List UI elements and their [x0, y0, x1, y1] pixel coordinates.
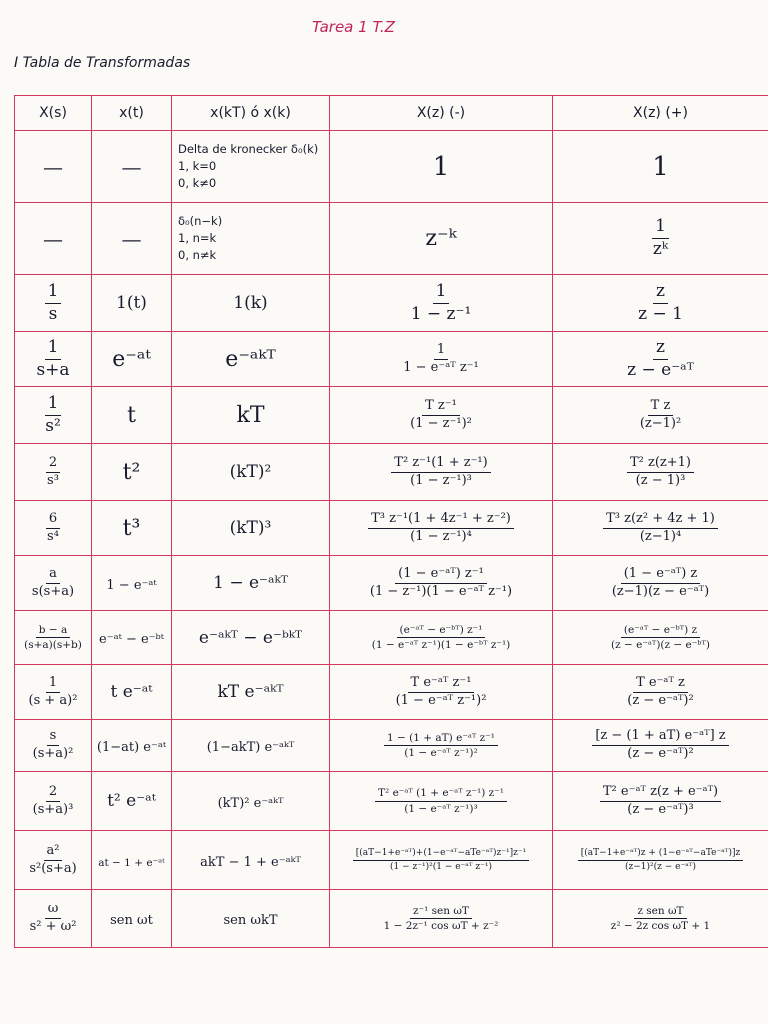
numerator: b − a [36, 624, 70, 638]
numerator: 1 [433, 282, 450, 304]
header-xz-plus: X(z) (+) [553, 96, 768, 131]
denominator: (1 − z⁻¹)(1 − e⁻ᵃᵀ z⁻¹) [369, 583, 513, 599]
cell-xk-text: e⁻ᵃᵏᵀ [225, 346, 276, 372]
cell-xz-minus [330, 720, 553, 772]
cell-xt-text: sen ωt [110, 913, 153, 928]
cell-xt [92, 501, 172, 556]
cell-xs [15, 275, 92, 332]
cell-xt [92, 831, 172, 890]
cell-xs [15, 665, 92, 720]
numerator: [z − (1 + aT) e⁻ᵃᵀ] z [592, 729, 728, 746]
denominator: (1 − z⁻¹)²(1 − e⁻ᵃᵀ z⁻¹) [389, 861, 492, 872]
numerator: T³ z⁻¹(1 + 4z⁻¹ + z⁻²) [368, 512, 514, 529]
cell-xz-plus [553, 556, 768, 611]
cell-xt-text: at − 1 + e⁻ᵃᵗ [98, 856, 165, 869]
header-xk: x(kT) ó x(k) [172, 96, 330, 131]
header-xz-minus: X(z) (-) [330, 96, 553, 131]
numerator: [(aT−1+e⁻ᵃᵀ)+(1−e⁻ᵃᵀ−aTe⁻ᵃᵀ)z⁻¹]z⁻¹ [353, 848, 529, 860]
cell-xk [172, 611, 330, 665]
fraction [353, 848, 529, 872]
denominator: (1 − z⁻¹)² [410, 415, 472, 431]
numerator: s [47, 729, 60, 746]
cell-xz-plus [553, 611, 768, 665]
cell-xt [92, 131, 172, 203]
fraction [578, 848, 743, 872]
denominator: (z − e⁻ᵃᵀ)² [627, 692, 694, 708]
cell-xk-text: (1−akT) e⁻ᵃᵏᵀ [206, 740, 295, 755]
fraction [393, 676, 490, 709]
numerator: ω [45, 902, 62, 919]
fraction [29, 567, 77, 600]
cell-xz-minus [330, 387, 553, 444]
fraction [384, 732, 498, 759]
cell-xz-plus [553, 831, 768, 890]
cell-xk [172, 131, 330, 203]
table-row [15, 720, 768, 772]
fraction [44, 456, 62, 489]
cell-xt [92, 720, 172, 772]
table-row [15, 444, 768, 501]
numerator: 2 [46, 785, 60, 802]
denominator: 1 − z⁻¹ [410, 303, 472, 324]
delta-case-1: 1, n=k [178, 231, 217, 246]
numerator: z [653, 282, 668, 304]
cell-xz-minus [330, 131, 553, 203]
denominator: s⁴ [47, 528, 59, 544]
numerator: 1 − (1 + aT) e⁻ᵃᵀ z⁻¹ [384, 732, 498, 746]
cell-xt-text: t² [122, 459, 141, 485]
numerator: T z [648, 399, 674, 416]
cell-xk-text: kT [236, 402, 265, 428]
cell-xs-text: — [43, 154, 63, 179]
table-row [15, 772, 768, 831]
delta-case-1: 1, k=0 [178, 159, 217, 174]
cell-xz-plus [553, 444, 768, 501]
denominator: (z − e⁻ᵃᵀ)(z − e⁻ᵇᵀ) [611, 639, 710, 651]
denominator: (1 − e⁻ᵃᵀ z⁻¹)³ [404, 802, 478, 815]
cell-xk [172, 444, 330, 501]
cell-xz-plus-text: 1 [652, 151, 669, 182]
table-row [15, 387, 768, 444]
z-transform-table [14, 95, 768, 948]
denominator: z − 1 [638, 303, 683, 324]
cell-xz-plus [553, 720, 768, 772]
denominator: 1 − e⁻ᵃᵀ z⁻¹ [403, 359, 479, 375]
denominator: (z − e⁻ᵃᵀ)³ [627, 801, 694, 817]
denominator: s² [45, 415, 61, 436]
numerator: 1 [46, 676, 60, 693]
fraction [369, 624, 514, 651]
cell-xs [15, 831, 92, 890]
fraction [407, 399, 475, 432]
cell-xz-minus [330, 831, 553, 890]
table-row [15, 611, 768, 665]
header-xs: X(s) [15, 96, 92, 131]
cell-xt [92, 275, 172, 332]
cell-xs [15, 720, 92, 772]
table-row [15, 332, 768, 387]
fraction [21, 624, 85, 651]
cell-xk-text: e⁻ᵃᵏᵀ − e⁻ᵇᵏᵀ [198, 627, 303, 648]
fraction [624, 676, 696, 709]
numerator: (e⁻ᵃᵀ − e⁻ᵇᵀ) z [621, 624, 700, 638]
fraction [30, 729, 77, 762]
cell-xt [92, 772, 172, 831]
cell-xt-text: t² e⁻ᵃᵗ [107, 791, 156, 811]
table-row [15, 556, 768, 611]
cell-xk-text: (kT)² [229, 462, 272, 482]
cell-xt [92, 444, 172, 501]
cell-xk-text: kT e⁻ᵃᵏᵀ [217, 682, 284, 702]
fraction [26, 676, 81, 709]
numerator: 6 [46, 512, 60, 529]
numerator: T e⁻ᵃᵀ z [633, 676, 688, 693]
cell-xt-text: e⁻ᵃᵗ [112, 346, 151, 372]
numerator: T³ z(z² + 4z + 1) [603, 512, 718, 529]
denominator: z² − 2z cos ωT + 1 [610, 920, 711, 932]
cell-xz-plus [553, 501, 768, 556]
denominator: (1 − z⁻¹)⁴ [410, 528, 472, 544]
fraction [627, 456, 694, 489]
delta-definition: Delta de kronecker δ₀(k) [178, 142, 319, 157]
denominator: (1 − e⁻ᵃᵀ z⁻¹)(1 − e⁻ᵇᵀ z⁻¹) [371, 639, 511, 651]
numerator: a² [44, 844, 63, 861]
cell-xt-text: 1 − e⁻ᵃᵗ [106, 577, 157, 593]
cell-xk [172, 501, 330, 556]
numerator: 1 [45, 394, 62, 416]
numerator: [(aT−1+e⁻ᵃᵀ)z + (1−e⁻ᵃᵀ−aTe⁻ᵃᵀ)]z [578, 848, 743, 860]
denominator: (z − e⁻ᵃᵀ)² [627, 746, 694, 761]
cell-xt [92, 611, 172, 665]
cell-xz-plus [553, 387, 768, 444]
denominator: s+a [36, 359, 70, 380]
cell-xt-text: — [121, 154, 142, 179]
fraction [368, 512, 514, 545]
fraction [391, 456, 490, 489]
cell-xz-minus [330, 332, 553, 387]
denominator: (s + a)² [28, 692, 78, 708]
fraction [637, 399, 684, 432]
cell-xz-plus [553, 203, 768, 275]
numerator: T e⁻ᵃᵀ z⁻¹ [408, 676, 475, 693]
denominator: (s+a)(s+b) [24, 639, 82, 651]
cell-xk-text: (kT)² e⁻ᵃᵏᵀ [217, 795, 284, 811]
table-row [15, 665, 768, 720]
fraction [27, 902, 80, 935]
cell-xt [92, 203, 172, 275]
fraction [650, 217, 671, 259]
table-row [15, 203, 768, 275]
numerator: a [46, 567, 60, 584]
fraction [624, 338, 697, 380]
numerator: T² z⁻¹(1 + z⁻¹) [391, 456, 490, 473]
denominator: z − e⁻ᵃᵀ [627, 359, 694, 380]
cell-xt-text: (1−at) e⁻ᵃᵗ [96, 740, 167, 755]
fraction [44, 512, 62, 545]
denominator: s(s+a) [31, 583, 75, 599]
cell-xs [15, 501, 92, 556]
denominator: s² + ω² [29, 919, 77, 934]
numerator: 1 [434, 343, 448, 360]
cell-xt-text: t e⁻ᵃᵗ [110, 682, 153, 702]
denominator: 1 − 2z⁻¹ cos ωT + z⁻² [383, 920, 499, 932]
cell-xk-text: 1 − e⁻ᵃᵏᵀ [213, 573, 288, 593]
fraction [42, 394, 64, 436]
numerator: (1 − e⁻ᵃᵀ) z [621, 567, 701, 584]
cell-xk-text: 1(k) [233, 293, 268, 313]
denominator: (s+a)² [32, 746, 74, 761]
cell-xs [15, 772, 92, 831]
delta-definition: δ₀(n−k) [178, 214, 223, 229]
denominator: s³ [47, 472, 59, 488]
cell-xt-text: — [121, 226, 142, 251]
denominator: (z−1)(z − e⁻ᵃᵀ) [611, 583, 710, 599]
numerator: T² e⁻ᵃᵀ z(z + e⁻ᵃᵀ) [600, 785, 721, 802]
cell-xz-plus [553, 665, 768, 720]
delta-case-0: 0, k≠0 [178, 175, 217, 190]
table-row [15, 831, 768, 890]
fraction [408, 282, 475, 324]
cell-xk [172, 332, 330, 387]
fraction [600, 785, 721, 818]
fraction [608, 624, 713, 651]
table-row [15, 275, 768, 332]
cell-xz-minus-text: z⁻ᵏ [425, 226, 457, 251]
cell-xt [92, 665, 172, 720]
cell-xz-minus [330, 203, 553, 275]
cell-xz-minus [330, 444, 553, 501]
cell-xk [172, 831, 330, 890]
cell-xk [172, 203, 330, 275]
denominator: (1 − z⁻¹)³ [410, 472, 472, 488]
fraction [608, 905, 713, 932]
fraction [381, 905, 502, 932]
cell-xs [15, 203, 92, 275]
table-row [15, 890, 768, 948]
numerator: T² z(z+1) [627, 456, 694, 473]
cell-xz-minus-text: 1 [432, 151, 450, 182]
fraction [400, 343, 482, 376]
numerator: 2 [46, 456, 60, 473]
cell-xk-text: sen ωkT [223, 913, 278, 928]
denominator: s²(s+a) [29, 860, 77, 876]
header-xt: x(t) [92, 96, 172, 131]
denominator: (s+a)³ [32, 801, 74, 817]
cell-xz-minus [330, 772, 553, 831]
fraction [26, 844, 79, 877]
page-title: Tarea 1 T.Z [312, 18, 395, 36]
cell-xk [172, 387, 330, 444]
numerator: 1 [652, 217, 669, 239]
cell-xs [15, 890, 92, 948]
numerator: z⁻¹ sen ωT [410, 905, 472, 919]
cell-xt-text: t [127, 402, 136, 428]
header-row [15, 96, 768, 131]
table-row [15, 501, 768, 556]
cell-xz-minus [330, 501, 553, 556]
numerator: T² e⁻ᵃᵀ (1 + e⁻ᵃᵀ z⁻¹) z⁻¹ [375, 787, 507, 801]
cell-xz-plus [553, 332, 768, 387]
cell-xk-text: (kT)³ [229, 518, 272, 538]
cell-xt-text: 1(t) [116, 293, 147, 313]
denominator: (z−1)² [639, 415, 682, 431]
numerator: (e⁻ᵃᵀ − e⁻ᵇᵀ) z⁻¹ [397, 624, 486, 638]
cell-xk [172, 720, 330, 772]
fraction [609, 567, 712, 600]
denominator: (1 − e⁻ᵃᵀ z⁻¹)² [404, 747, 478, 759]
cell-xz-minus [330, 556, 553, 611]
fraction [367, 567, 515, 600]
numerator: z sen ωT [634, 905, 686, 919]
cell-xz-minus [330, 611, 553, 665]
denominator: zᵏ [652, 239, 669, 259]
numerator: z [653, 338, 668, 360]
cell-xz-plus [553, 890, 768, 948]
cell-xt [92, 387, 172, 444]
cell-xz-plus [553, 275, 768, 332]
cell-xs [15, 444, 92, 501]
cell-xt-text: e⁻ᵃᵗ − e⁻ᵇᵗ [99, 632, 164, 647]
cell-xt [92, 556, 172, 611]
cell-xk [172, 890, 330, 948]
cell-xs [15, 131, 92, 203]
cell-xz-minus [330, 665, 553, 720]
fraction [603, 512, 718, 545]
numerator: (1 − e⁻ᵃᵀ) z⁻¹ [395, 567, 487, 584]
cell-xt-text: t³ [122, 515, 141, 541]
cell-xt [92, 332, 172, 387]
cell-xs [15, 387, 92, 444]
cell-xs-text: — [43, 226, 63, 251]
cell-xt [92, 890, 172, 948]
cell-xs [15, 556, 92, 611]
denominator: (z−1)²(z − e⁻ᵃᵀ) [624, 861, 696, 872]
delta-case-0: 0, n≠k [178, 247, 217, 262]
cell-xk [172, 556, 330, 611]
cell-xz-plus [553, 131, 768, 203]
cell-xk [172, 275, 330, 332]
cell-xs [15, 611, 92, 665]
fraction [30, 785, 77, 818]
cell-xs [15, 332, 92, 387]
numerator: 1 [45, 338, 62, 360]
cell-xk [172, 772, 330, 831]
table-row [15, 131, 768, 203]
numerator: T z⁻¹ [422, 399, 460, 416]
cell-xk [172, 665, 330, 720]
cell-xz-minus [330, 275, 553, 332]
denominator: (z−1)⁴ [639, 528, 682, 544]
fraction [375, 787, 507, 814]
fraction [45, 282, 62, 324]
cell-xk-text: akT − 1 + e⁻ᵃᵏᵀ [200, 854, 301, 870]
fraction [635, 282, 686, 324]
denominator: (1 − e⁻ᵃᵀ z⁻¹)² [395, 692, 487, 708]
denominator: s [48, 303, 58, 324]
fraction [592, 729, 728, 762]
denominator: (z − 1)³ [635, 472, 686, 488]
numerator: 1 [45, 282, 62, 304]
cell-xz-minus [330, 890, 553, 948]
fraction [33, 338, 72, 380]
cell-xz-plus [553, 772, 768, 831]
section-heading: I Tabla de Transformadas [14, 55, 191, 71]
